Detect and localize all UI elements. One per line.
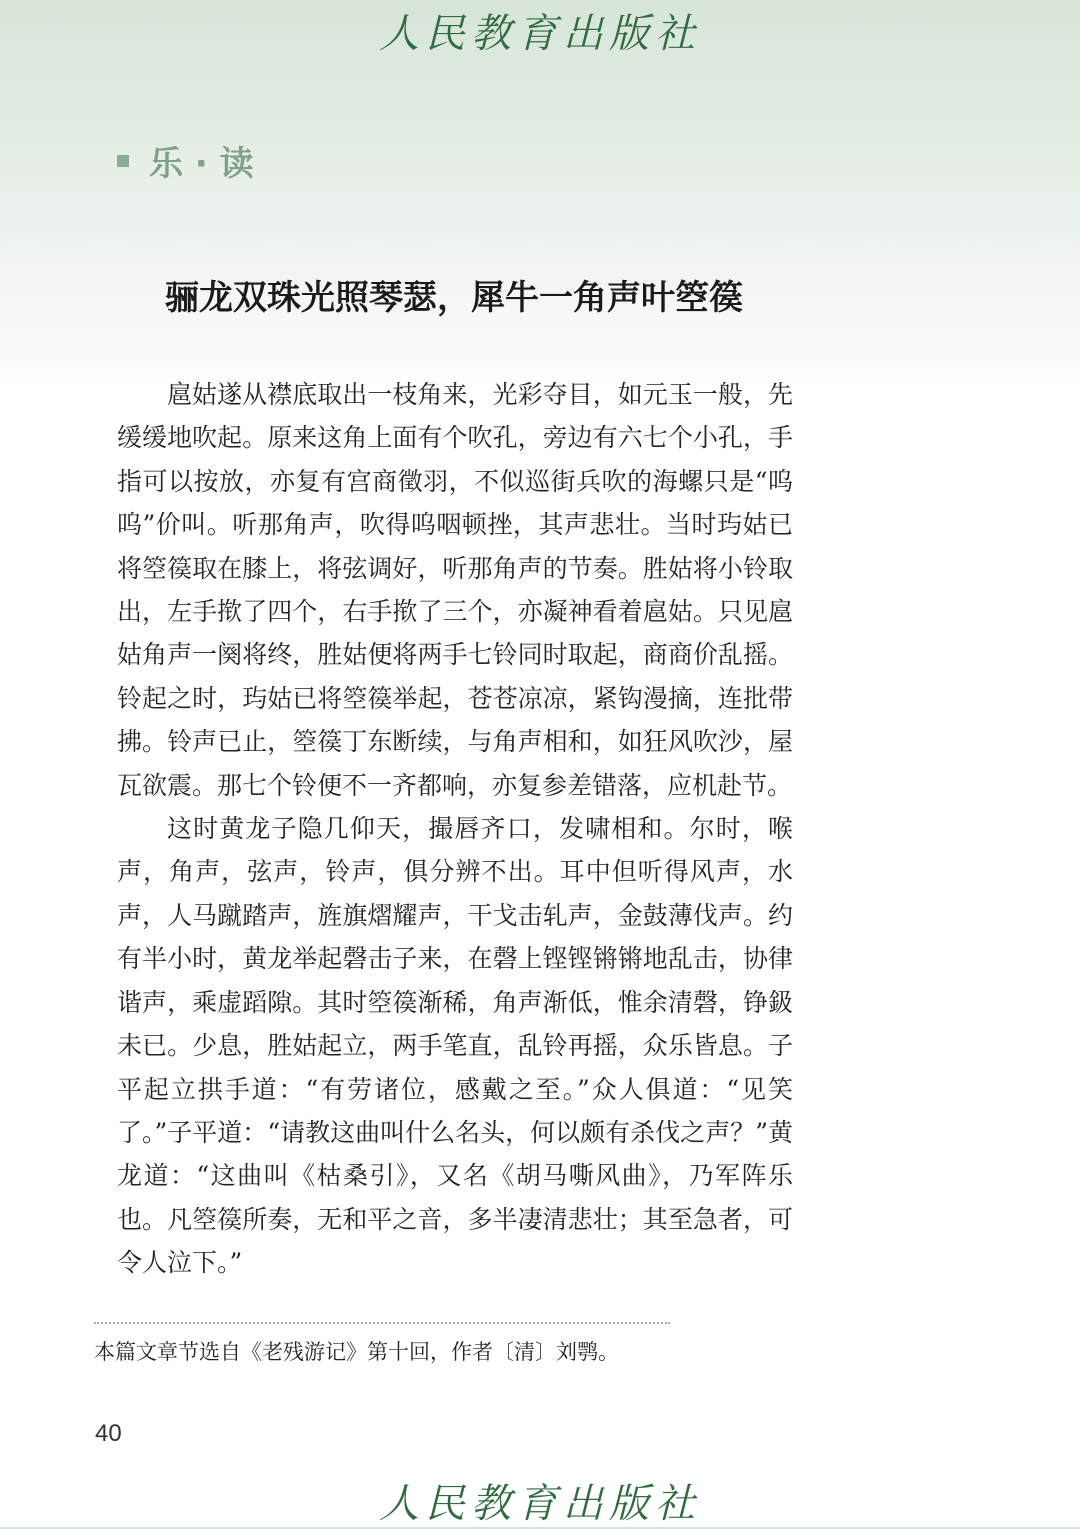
publisher-logo-bottom: 人民教育出版社 — [379, 1481, 701, 1527]
section-header — [117, 136, 254, 185]
square-bullet-icon — [117, 155, 129, 167]
article-body — [117, 373, 793, 1285]
publisher-logo-top: 人民教育出版社 — [379, 11, 701, 57]
footnote-divider — [94, 1322, 670, 1324]
article-title: 骊龙双珠光照琴瑟，犀牛一角声叶箜篌 — [165, 278, 743, 318]
section-label: 乐 · 读 — [149, 144, 254, 184]
paragraph: 这时黄龙子隐几仰天，撮唇齐口，发啸相和。尔时，喉声，角声，弦声，铃声，俱分辨不出。耳中但听得风声，水声，人马蹴踏声，旌旗熠耀声，干戈击轧声，金鼓薄伐声。约有半小时，黄龙举起磬击子来，在磬上铿铿锵锵地乱击，协律谐声，乘虚蹈隙。其时箜篌渐稀，角声渐低，惟余清磬，铮鈒未已。少息，胜姑起立，两手笔直，乱铃再摇，众乐皆息。子平起立拱手道：“有劳诸位，感戴之至。”众人俱道：“见笑了。”子平道：“请教这曲叫什么名头，何以颇有杀伐之声？”黄龙道：“这曲叫《枯桑引》，又名《胡马嘶风曲》，乃军阵乐也。凡箜篌所奏，无和平之音，多半凄清悲壮；其至急者，可令人泣下。” — [117, 814, 793, 1278]
page-number: 40 — [95, 1420, 122, 1447]
paragraph: 扈姑遂从襟底取出一枝角来，光彩夺目，如元玉一般，先缓缓地吹起。原来这角上面有个吹孔，旁边有六七个小孔，手指可以按放，亦复有宫商徵羽，不似巡街兵吹的海螺只是“呜呜”价叫。听那角声，吹得呜咽顿挫，其声悲壮。当时玙姑已将箜篌取在膝上，将弦调好，听那角声的节奏。胜姑将小铃取出，左手揿了四个，右手揿了三个，亦凝神看着扈姑。只见扈姑角声一阕将终，胜姑便将两手七铃同时取起，商商价乱摇。铃起之时，玙姑已将箜篌举起，苍苍凉凉，紧钩漫摘，连批带拂。铃声已止，箜篌丁东断续，与角声相和，如狂风吹沙，屋瓦欲震。那七个铃便不一齐都响，亦复参差错落，应机赴节。 — [117, 380, 793, 800]
source-note: 本篇文章节选自《老残游记》第十回，作者〔清〕刘鹗。 — [94, 1340, 619, 1364]
